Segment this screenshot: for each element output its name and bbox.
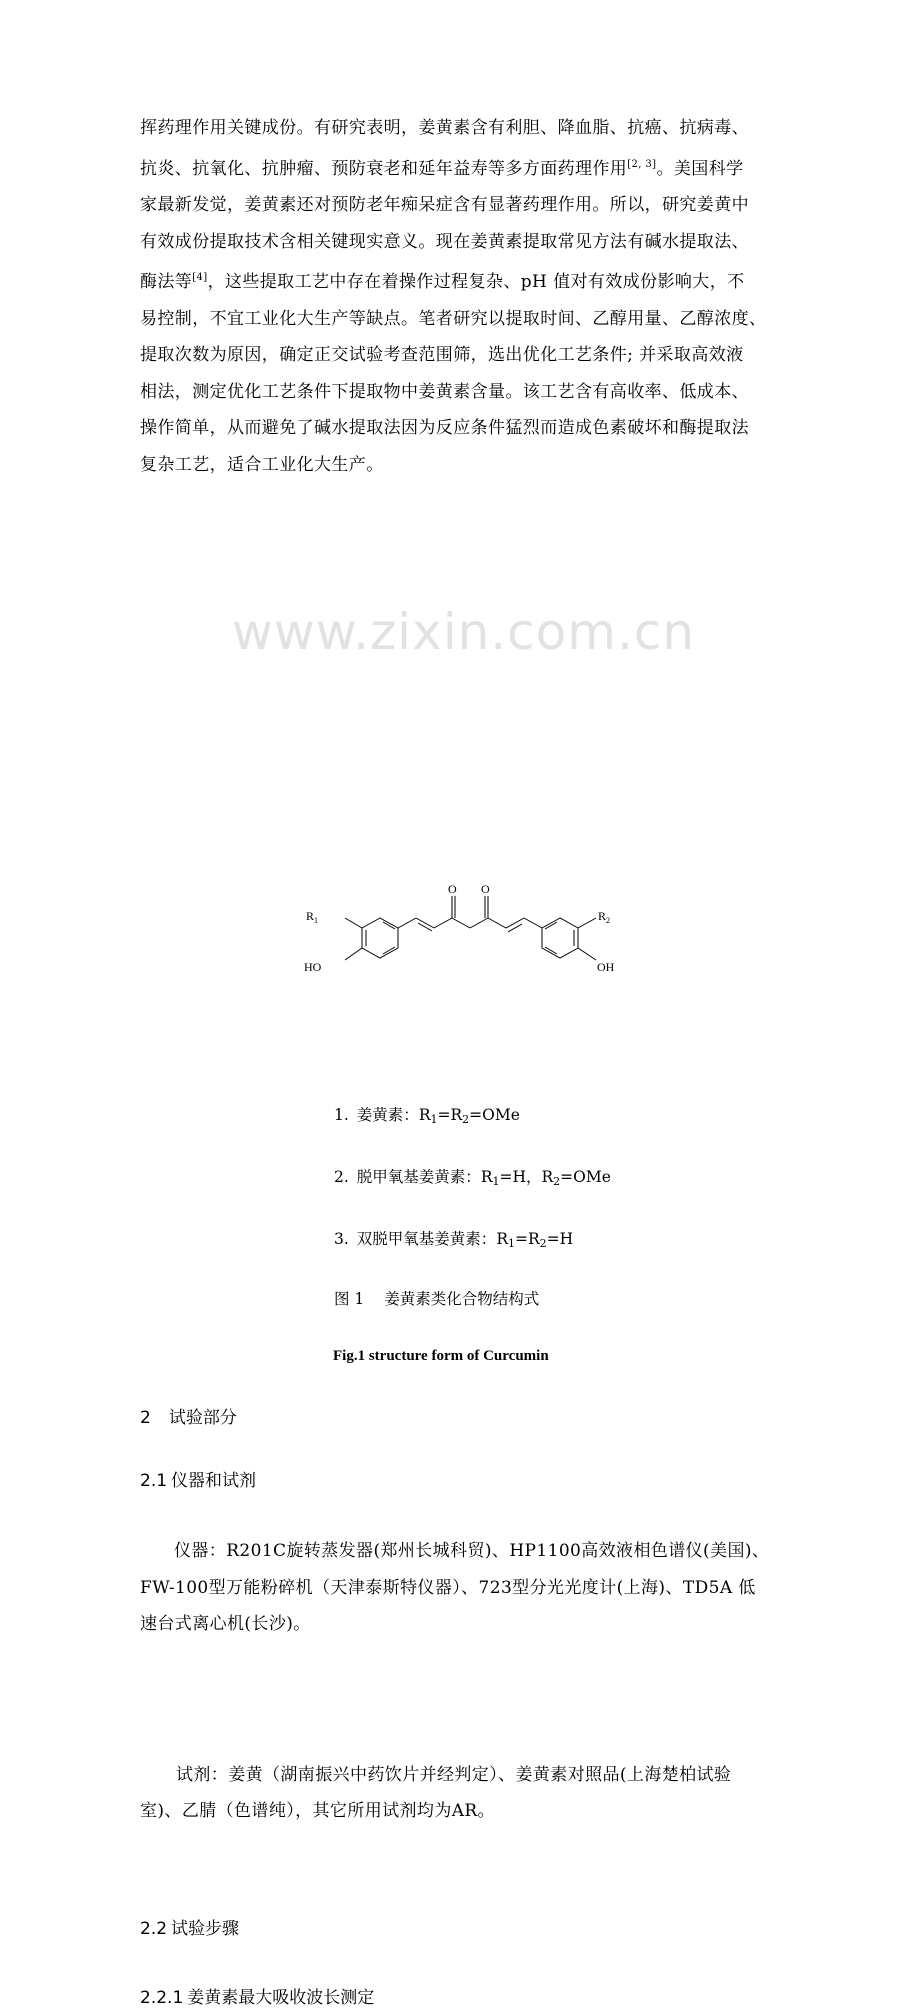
text-line — [140, 260, 780, 301]
section-title: 仪器和试剂 — [171, 1471, 257, 1491]
section-heading-2 — [140, 1403, 920, 1428]
text-run: 。美国科学 — [656, 158, 744, 179]
figure-number: 图 1 — [334, 1290, 365, 1308]
text-line: 操作简单，从而避免了碱水提取法因为反应条件猛烈而造成色素破坏和酶提取法 — [140, 418, 749, 438]
reagents-paragraph — [140, 1757, 780, 1830]
intro-paragraph — [140, 110, 780, 483]
curcumin-structure-figure — [300, 878, 630, 983]
text-line: 提取次数为原因，确定正交试验考查范围筛，选出优化工艺条件; 并采取高效液 — [140, 345, 744, 365]
section-number: 2 — [140, 1408, 151, 1428]
formula-part: R — [418, 1106, 431, 1124]
citation: [4] — [192, 272, 208, 283]
text-line: FW-100型万能粉碎机（天津泰斯特仪器）、723型分光光度计(上海)、TD5A 低 — [140, 1577, 756, 1598]
text-run: 抗炎、抗氧化、抗肿瘤、预防衰老和延年益寿等多方面药理作用 — [140, 158, 628, 179]
compound-name: 脱甲氧基姜黄素： — [356, 1168, 481, 1186]
compound-item-1 — [334, 1103, 920, 1126]
left-benzene-ring — [362, 918, 398, 958]
chemical-structure-diagram — [300, 878, 630, 983]
formula-part: R — [480, 1168, 493, 1186]
section-heading-2-2 — [140, 1914, 920, 1939]
carbonyl-o-label: O — [448, 882, 457, 896]
formula-sub: 1 — [492, 1175, 500, 1188]
text-line: 仪器：R201C旋转蒸发器(郑州长城科贸)、HP1100高效液相色谱仪(美国)、 — [174, 1541, 770, 1561]
formula-part: =R — [437, 1106, 463, 1124]
item-number: 3. — [334, 1230, 349, 1248]
compound-item-3 — [334, 1227, 920, 1250]
section-title: 试验步骤 — [171, 1918, 240, 1939]
section-number: 2.2.1 — [140, 1987, 184, 2008]
text-line: 复杂工艺，适合工业化大生产。 — [140, 454, 384, 475]
formula-sub: 2 — [539, 1237, 547, 1250]
text-line — [140, 147, 780, 188]
section-title: 姜黄素最大吸收波长测定 — [187, 1987, 375, 2008]
text-line: 速台式离心机(长沙)。 — [140, 1614, 311, 1634]
figure-caption-en: Fig.1 structure form of Curcumin — [333, 1348, 549, 1364]
text-run: 酶法等 — [140, 272, 193, 292]
text-line: 室)、乙腈（色谱纯），其它所用试剂均为AR。 — [140, 1801, 496, 1821]
carbonyl-o-label: O — [481, 882, 490, 896]
caption-text: 姜黄素类化合物结构式 — [384, 1290, 540, 1308]
section-heading-2-2-1 — [140, 1983, 920, 2008]
compound-item-2 — [334, 1165, 920, 1188]
instruments-paragraph — [140, 1533, 780, 1643]
text-run: ，这些提取工艺中存在着操作过程复杂、pH 值对有效成份影响大，不 — [207, 272, 745, 292]
section-heading-2-1 — [140, 1466, 920, 1491]
section-number: 2.1 — [140, 1471, 168, 1491]
right-benzene-ring — [542, 918, 578, 958]
section-title: 试验部分 — [168, 1408, 237, 1428]
formula-sub: 1 — [430, 1113, 438, 1126]
watermark: www.zixin.com.cn — [232, 603, 696, 661]
formula-sub: 2 — [462, 1113, 470, 1126]
formula-part: =OMe — [469, 1106, 520, 1124]
formula-sub: 2 — [553, 1175, 561, 1188]
text-line: 易控制，不宜工业化大生产等缺点。笔者研究以提取时间、乙醇用量、乙醇浓度、 — [140, 308, 767, 329]
item-number: 1. — [334, 1106, 349, 1124]
formula-part: =H，R — [499, 1168, 554, 1186]
compound-name: 双脱甲氧基姜黄素： — [356, 1230, 497, 1248]
text-line: 家最新发觉，姜黄素还对预防老年痴呆症含有显著药理作用。所以，研究姜黄中 — [140, 195, 749, 215]
text-line: 相法，测定优化工艺条件下提取物中姜黄素含量。该工艺含有高收率、低成本、 — [140, 381, 749, 402]
compound-name: 姜黄素： — [356, 1106, 419, 1124]
formula-part: =H — [546, 1230, 574, 1248]
section-number: 2.2 — [140, 1918, 168, 1939]
r1-label: $R_1$ — [306, 909, 319, 925]
formula-part: =OMe — [560, 1168, 611, 1186]
ho-label: HO — [304, 960, 322, 974]
text-line: 挥药理作用关键成份。有研究表明，姜黄素含有利胆、降血脂、抗癌、抗病毒、 — [140, 118, 749, 138]
text-line: 有效成份提取技术含相关键现实意义。现在姜黄素提取常见方法有碱水提取法、 — [140, 231, 749, 252]
oh-label: OH — [597, 960, 615, 974]
formula-part: =R — [514, 1230, 540, 1248]
formula-part: R — [496, 1230, 508, 1248]
figure-caption-cn — [334, 1287, 920, 1309]
citation: [2, 3] — [627, 158, 657, 170]
item-number: 2. — [334, 1168, 349, 1186]
formula-sub: 1 — [507, 1237, 515, 1250]
text-line: 试剂：姜黄（湖南振兴中药饮片并经判定）、姜黄素对照品(上海楚柏试验 — [176, 1764, 732, 1785]
r2-label: $R_2$ — [598, 909, 611, 925]
